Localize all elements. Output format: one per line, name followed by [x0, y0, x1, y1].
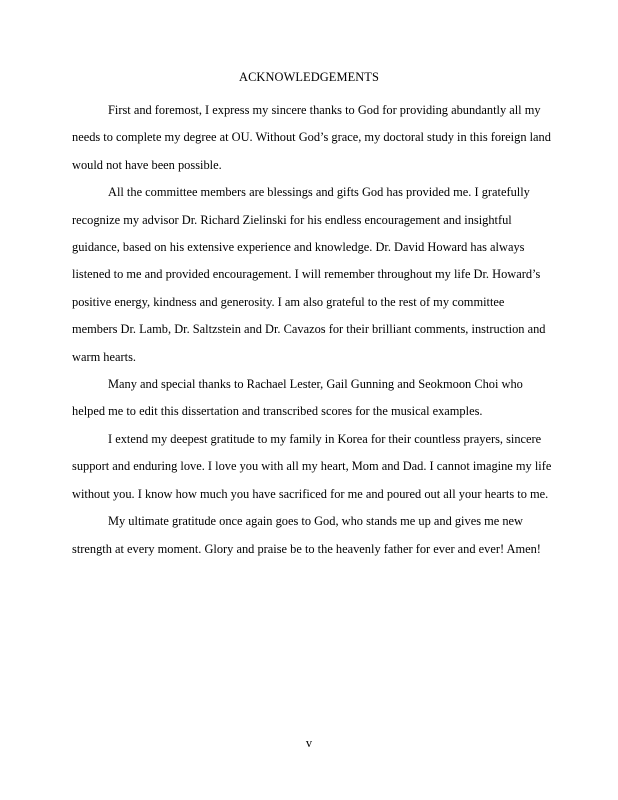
paragraph-closing: My ultimate gratitude once again goes to God, who stands me up and gives me new strength at every moment. Glory and praise be to the heavenly father for ever and ever! Amen! [72, 514, 541, 556]
paragraph-editors: Many and special thanks to Rachael Lester, Gail Gunning and Seokmoon Choi who helped me to edit this dissertation and transcribed scores for the musical examples. [72, 377, 523, 419]
acknowledgements-body [72, 97, 552, 563]
page-number: v [305, 736, 313, 750]
paragraph-family: I extend my deepest gratitude to my family in Korea for their countless prayers, sincere support and enduring love. I love you with all my heart, Mom and Dad. I cannot imagine my life without you. I know how much you have sacrificed for me and poured out all your hearts to me. [72, 431, 552, 501]
paragraph-committee: All the committee members are blessings and gifts God has provided me. I gratefully recognize my advisor Dr. Richard Zielinski for his endless encouragement and insightful guidance, based on his extensive experience and knowledge. Dr. David Howard has always listened to me and provided encouragement. I will remember throughout my life Dr. Howard’s positive energy, kindness and generosity. I am also grateful to the rest of my committee members Dr. Lamb, Dr. Saltzstein and Dr. Cavazos for their brilliant comments, instruction and warm hearts. [72, 185, 546, 364]
page-heading: ACKNOWLEDGEMENTS [239, 70, 379, 84]
paragraph-thanks-to-god: First and foremost, I express my sincere thanks to God for providing abundantly all my needs to complete my degree at OU. Without God’s grace, my doctoral study in this foreign land would not have been possible. [72, 103, 551, 172]
